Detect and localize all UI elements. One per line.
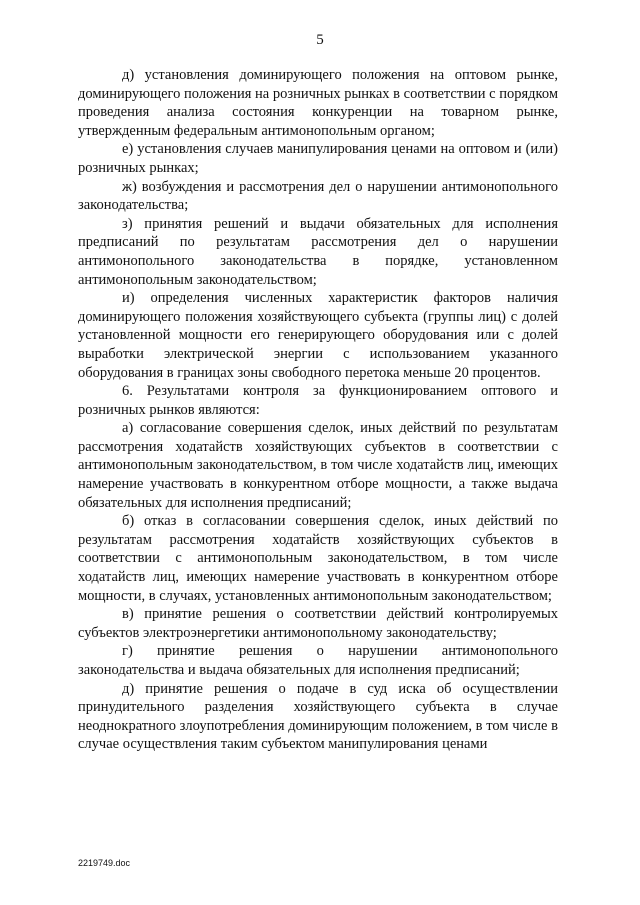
paragraph-zh-case-initiation: ж) возбуждения и рассмотрения дел о нарушении антимонопольного законодательства;: [78, 178, 558, 214]
paragraph-v-compliance-decision: в) принятие решения о соответствии действий контролируемых субъектов электроэнергетики антимонопольному законодательству;: [78, 606, 558, 641]
paragraph-b-refusal: б) отказ в согласовании совершения сделок, иных действий по результатам рассмотрения ходатайств хозяйствующих субъектов в соответствии с антимонопольным законодательством, в том числе ходатайств лиц, имеющих намерение участвовать в конкурентном отборе мощности, в случаях, установленных антимонопольным законодательством;: [78, 513, 558, 604]
paragraph-g-violation-decision: г) принятие решения о нарушении антимонопольного законодательства и выдача обязательных для исполнения предписаний;: [78, 643, 558, 678]
paragraph-d-dominant-position: д) установления доминирующего положения на оптовом рынке, доминирующего положения на розничных рынках в соответствии с порядком проведения анализа состояния конкуренции на товарном рынке, утвержденным федеральным антимонопольным органом;: [78, 67, 559, 139]
paragraph-6-control-results: 6. Результатами контроля за функционированием оптового и розничных рынков являются:: [78, 383, 558, 418]
document-body: [78, 66, 558, 754]
paragraph-a-approval: а) согласование совершения сделок, иных действий по результатам рассмотрения ходатайств хозяйствующих субъектов в соответствии с антимонопольным законодательством, в том числе ходатайств лиц, имеющих намерение участвовать в конкурентном отборе мощности, а также выдача обязательных для исполнения предписаний;: [78, 420, 558, 511]
paragraph-d-court-claim: д) принятие решения о подаче в суд иска об осуществлении принудительного разделения хозяйствующего субъекта в случае неоднократного злоупотребления доминирующим положением, в том числе в случае осуществления таким субъектом манипулирования ценами: [78, 680, 558, 753]
page-number: 5: [316, 32, 324, 48]
footer-filename: 2219749.doc: [78, 858, 131, 868]
paragraph-i-numerical-characteristics: и) определения численных характеристик факторов наличия доминирующего положения хозяйствующего субъекта (группы лиц) с долей установленной мощности его генерирующего оборудования или с долей выработки электрической энергии с использованием указанного оборудования в границах зоны свободного перетока меньше 20 процентов.: [78, 290, 558, 381]
paragraph-z-decisions-orders: з) принятия решений и выдачи обязательных для исполнения предписаний по результатам рассмотрения дел о нарушении антимонопольного законодательства в порядке, установленном антимонопольным законодательством;: [78, 215, 558, 288]
paragraph-e-price-manipulation: е) установления случаев манипулирования ценами на оптовом и (или) розничных рынках;: [78, 141, 558, 176]
